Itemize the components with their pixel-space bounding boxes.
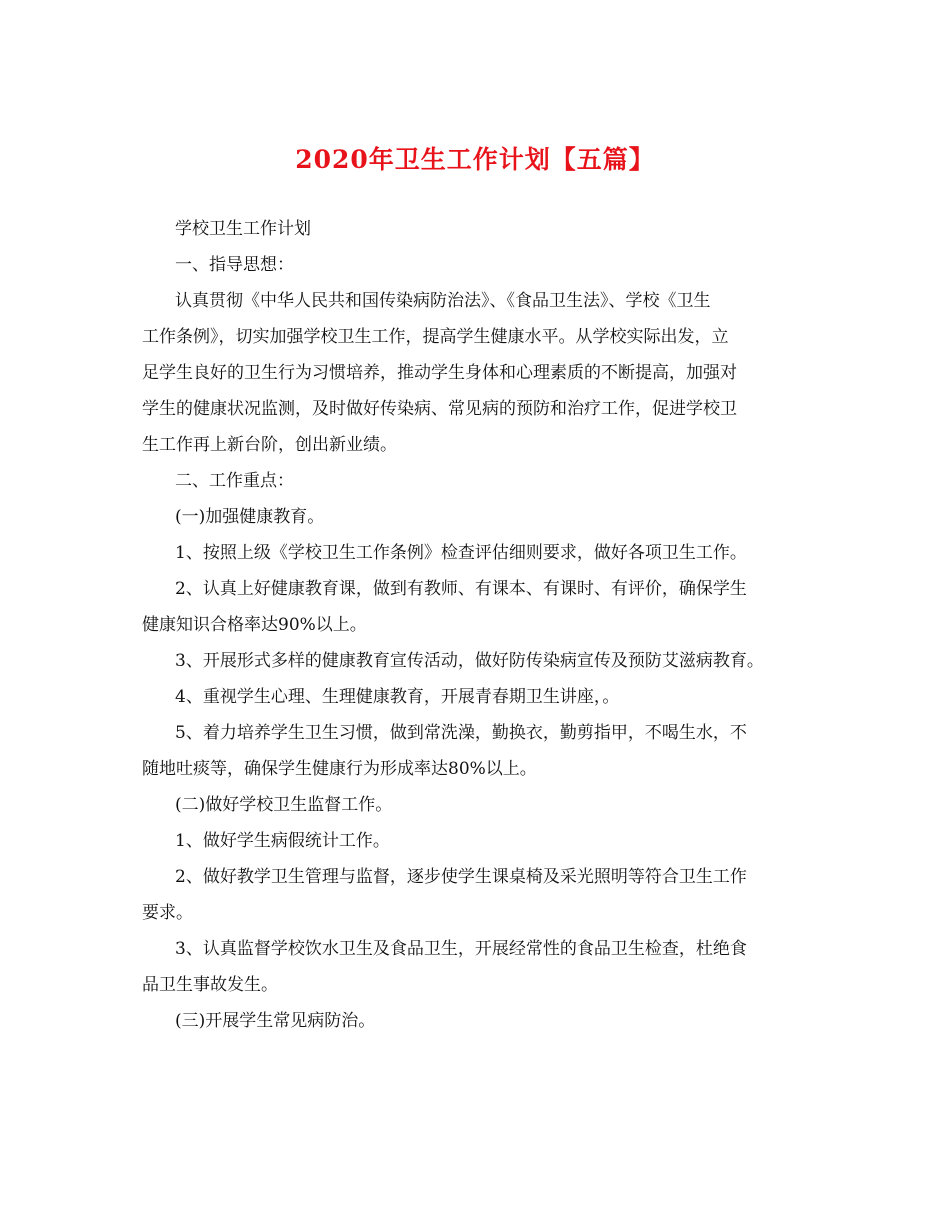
paragraph-line: 随地吐痰等，确保学生健康行为形成率达80%以上。 <box>142 759 537 779</box>
paragraph-line: 2、认真上好健康教育课，做到有教师、有课本、有课时、有评价，确保学生 <box>175 579 747 599</box>
paragraph-line: 工作条例》，切实加强学校卫生工作，提高学生健康水平。从学校实际出发，立 <box>142 327 729 347</box>
paragraph-line: (一)加强健康教育。 <box>175 507 325 527</box>
paragraph-line: 3、认真监督学校饮水卫生及食品卫生，开展经常性的食品卫生检查，杜绝食 <box>175 939 747 959</box>
paragraph-line: 生工作再上新台阶，创出新业绩。 <box>142 435 397 455</box>
paragraph-line: 1、做好学生病假统计工作。 <box>175 831 390 851</box>
paragraph-line: 二、工作重点： <box>175 471 294 491</box>
paragraph-line: 品卫生事故发生。 <box>142 975 278 995</box>
paragraph-line: 一、指导思想： <box>175 255 294 275</box>
paragraph-line: 2、做好教学卫生管理与监督，逐步使学生课桌椅及采光照明等符合卫生工作 <box>175 867 747 887</box>
paragraph-line: 足学生良好的卫生行为习惯培养，推动学生身体和心理素质的不断提高，加强对 <box>142 363 737 383</box>
paragraph-line: 学校卫生工作计划 <box>175 219 311 239</box>
document-title: 2020年卫生工作计划【五篇】 <box>295 145 655 174</box>
paragraph-line: 4、重视学生心理、生理健康教育，开展青春期卫生讲座，。 <box>175 687 620 707</box>
paragraph-line: (二)做好学校卫生监督工作。 <box>175 795 393 815</box>
document-body <box>142 219 812 1047</box>
paragraph-line: 1、按照上级《学校卫生工作条例》检查评估细则要求，做好各项卫生工作。 <box>175 543 747 563</box>
paragraph-line: (三)开展学生常见病防治。 <box>175 1011 376 1031</box>
paragraph-line: 健康知识合格率达90%以上。 <box>142 615 367 635</box>
paragraph-line: 3、开展形式多样的健康教育宣传活动，做好防传染病宣传及预防艾滋病教育。 <box>175 651 764 671</box>
paragraph-line: 要求。 <box>142 903 193 923</box>
paragraph-line: 5、着力培养学生卫生习惯，做到常洗澡，勤换衣，勤剪指甲，不喝生水，不 <box>175 723 747 743</box>
paragraph-line: 认真贯彻《中华人民共和国传染病防治法》、《食品卫生法》、学校《卫生 <box>175 291 711 311</box>
paragraph-line: 学生的健康状况监测，及时做好传染病、常见病的预防和治疗工作，促进学校卫 <box>142 399 737 419</box>
